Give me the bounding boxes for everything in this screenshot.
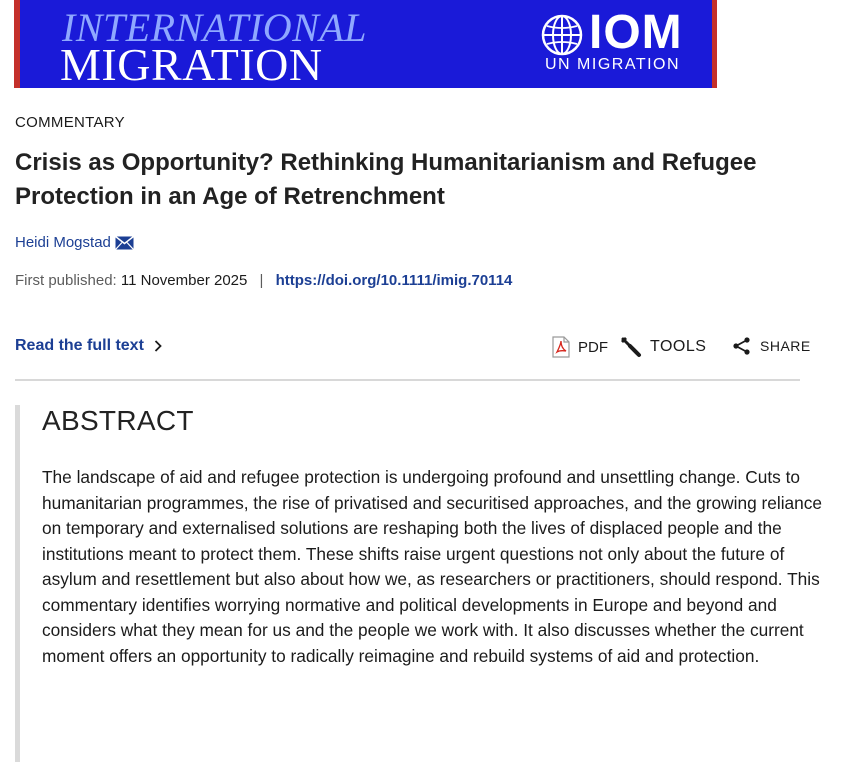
first-published-date: 11 November 2025 (120, 272, 248, 289)
share-button[interactable] (732, 336, 811, 356)
iom-logo-text: IOM (589, 6, 683, 59)
author-link[interactable]: Heidi Mogstad (15, 234, 111, 251)
journal-title-line2: MIGRATION (60, 39, 323, 90)
wrench-icon (620, 336, 642, 358)
iom-logo-subtitle: UN MIGRATION (545, 56, 681, 73)
journal-banner[interactable] (14, 0, 717, 88)
author-row (15, 234, 134, 251)
article-toolbar (552, 336, 811, 362)
iom-globe-icon (541, 14, 583, 56)
publication-info (15, 272, 512, 289)
abstract-heading: ABSTRACT (42, 405, 194, 436)
first-published-label: First published: (15, 272, 117, 289)
banner-edge-right (712, 0, 717, 88)
pdf-button[interactable] (552, 336, 608, 358)
article-title: Crisis as Opportunity? Rethinking Humanitarianism and Refugee Protection in an Age of Retrenchment (15, 149, 757, 210)
share-icon (732, 336, 752, 356)
read-full-text-label: Read the full text (15, 337, 144, 354)
journal-title-line1: INTERNATIONAL (62, 5, 368, 50)
abstract-section (15, 405, 823, 762)
article-type: COMMENTARY (15, 114, 125, 131)
tools-label: TOOLS (650, 338, 707, 355)
tools-button[interactable] (620, 336, 706, 358)
pdf-file-icon (552, 336, 570, 358)
separator: | (259, 272, 264, 289)
mail-icon[interactable] (115, 236, 134, 250)
chevron-right-icon (154, 340, 162, 352)
banner-edge-left (14, 0, 20, 88)
read-full-text-link[interactable] (15, 337, 162, 355)
abstract-text: The landscape of aid and refugee protection is undergoing profound and unsettling change. Cuts to humanitarian programmes, the rise of privatised and securitised approaches, and the growing reliance on temporary and externalised solutions are reshaping both the lives of displaced people and the institutions meant to protect them. These shifts raise urgent questions not only about the future of asylum and resettlement but also about how we, as researchers or practitioners, should respond. This commentary identifies worrying normative and political developments in Europe and beyond and considers what they mean for us and the people we work with. It also discusses whether the current moment offers an opportunity to radically reimagine and rebuild systems of aid and protection. (42, 467, 823, 666)
share-label: SHARE (760, 338, 811, 354)
section-divider (15, 379, 800, 381)
pdf-label: PDF (578, 338, 608, 356)
doi-link[interactable]: https://doi.org/10.1111/imig.70114 (275, 272, 513, 289)
